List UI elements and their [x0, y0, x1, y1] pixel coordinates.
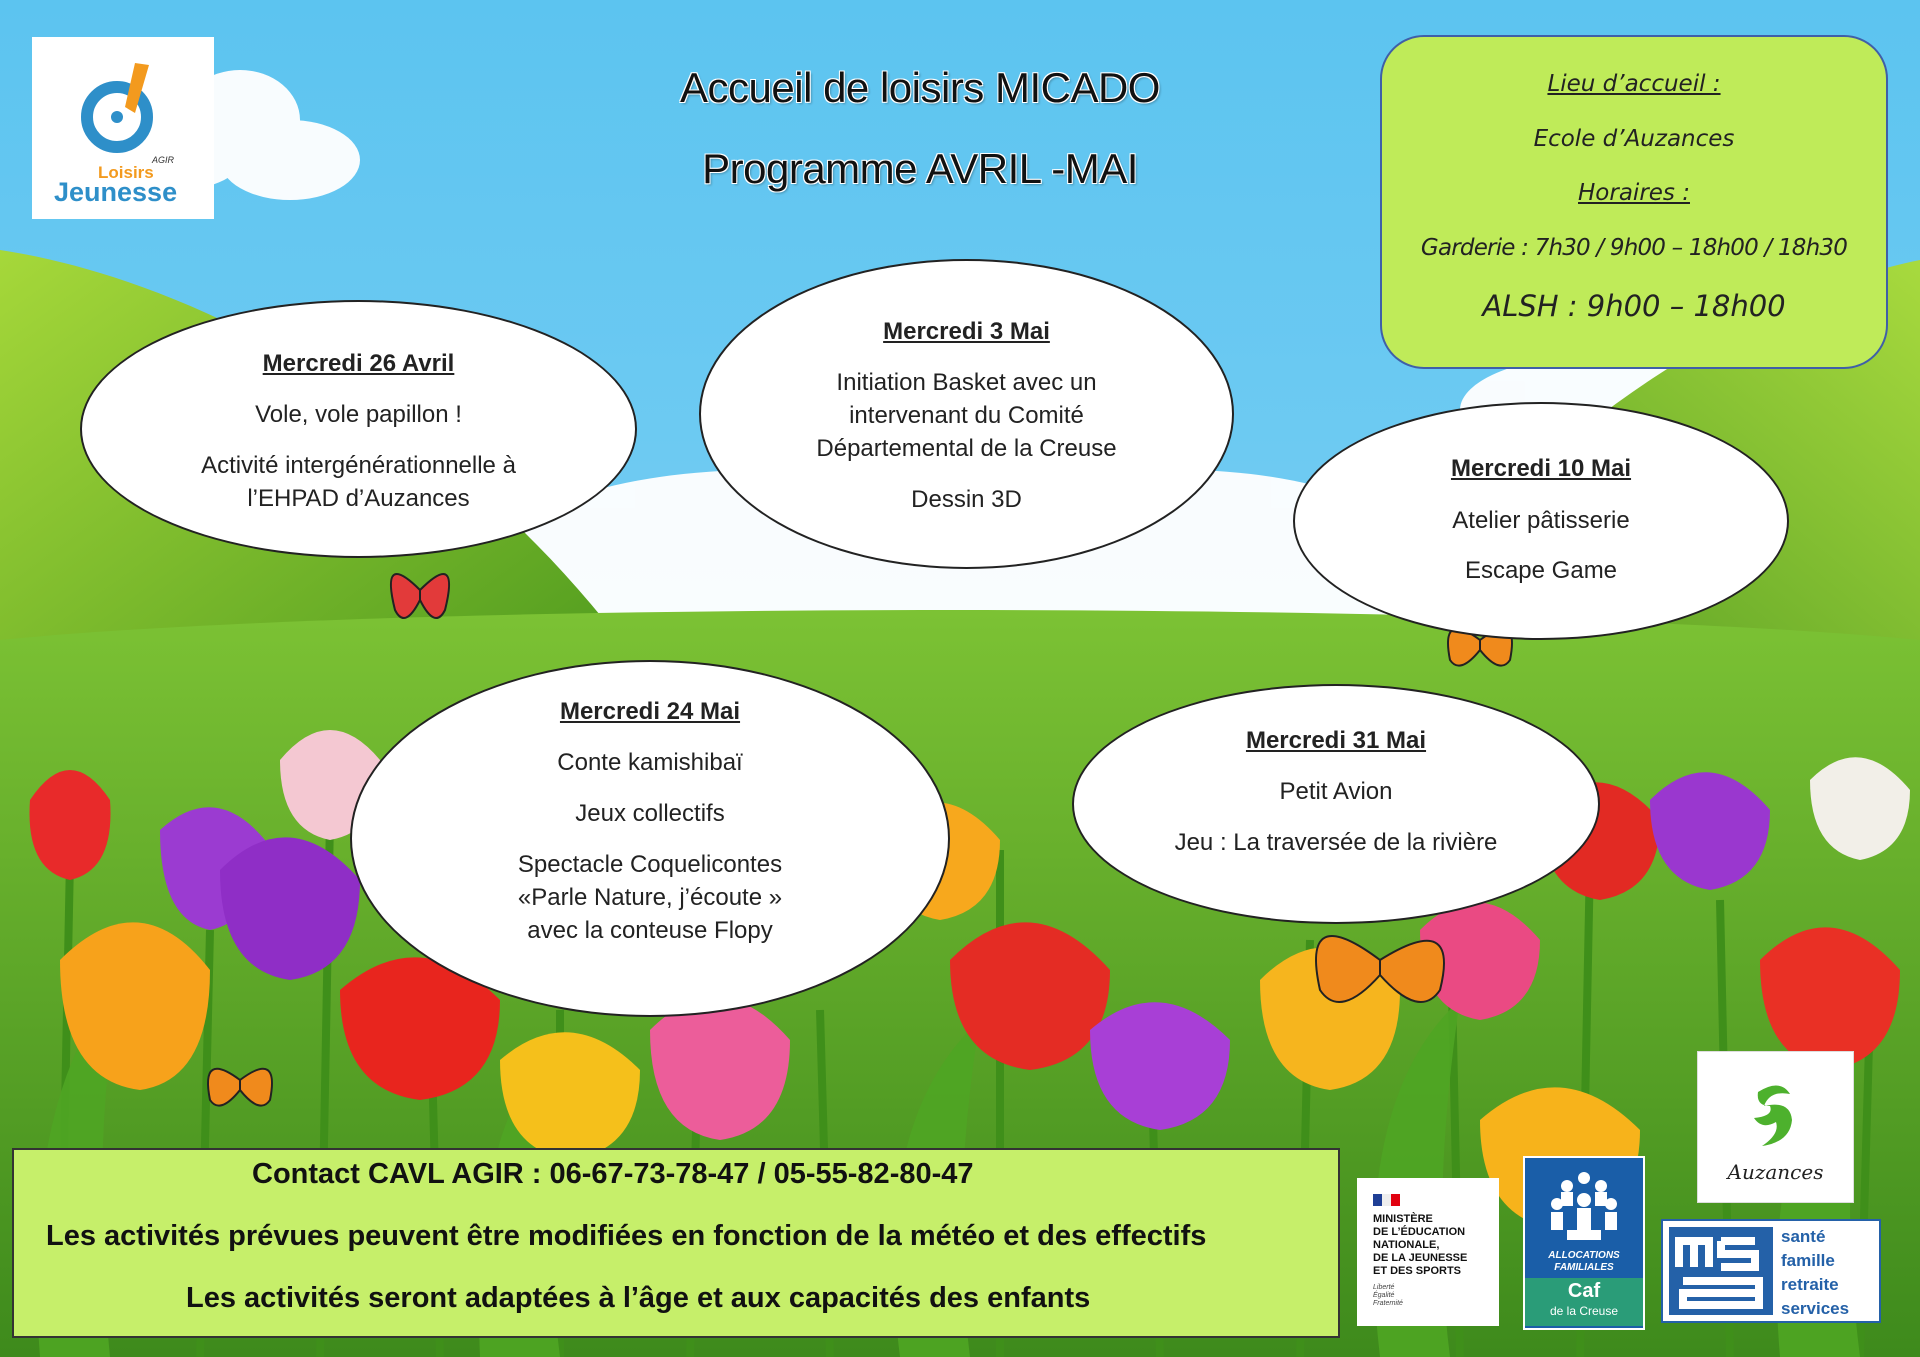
event-date: Mercredi 10 Mai	[1450, 455, 1632, 482]
msa-services-list: santé famille retraite services	[1781, 1227, 1850, 1318]
weather-notice: Les activités prévues peuvent être modifiées en fonction de la météo et des effectifs	[46, 1220, 1207, 1252]
event-activity: Activité intergénérationnelle à	[201, 452, 516, 479]
contact-phone-line: Contact CAVL AGIR : 06-67-73-78-47 / 05-55-82-80-47	[252, 1158, 974, 1190]
msa-monogram-icon	[1669, 1227, 1773, 1315]
event-activity: Dessin 3D	[911, 486, 1022, 513]
ministere-name: MINISTÈRE DE L’ÉDUCATION NATIONALE, DE LA JEUNESSE ET DES SPORTS	[1373, 1213, 1468, 1277]
event-oval-31-mai	[1072, 684, 1600, 924]
auzances-swirl-icon	[1740, 1076, 1810, 1156]
contact-box	[12, 1148, 1340, 1338]
caf-department: de la Creuse	[1549, 1304, 1619, 1318]
page-subtitle: Programme AVRIL -MAI	[702, 145, 1138, 192]
event-activity: Escape Game	[1464, 557, 1618, 584]
event-oval-24-mai	[350, 660, 950, 1017]
event-activity: Atelier pâtisserie	[1452, 507, 1630, 534]
garderie-hours: Garderie : 7h30 / 9h00 – 18h00 / 18h30	[1420, 235, 1848, 261]
logo-small-text: AGIR	[152, 155, 175, 165]
event-date: Mercredi 31 Mai	[1245, 727, 1427, 754]
flag-blue	[1373, 1194, 1382, 1206]
page-title: Accueil de loisirs MICADO	[680, 64, 1160, 111]
event-activity: Jeu : La traversée de la rivière	[1174, 829, 1498, 856]
event-activity: l’EHPAD d’Auzances	[247, 485, 470, 512]
event-date: Mercredi 26 Avril	[262, 350, 455, 377]
horaires-label: Horaires :	[1578, 180, 1690, 206]
event-activity: Petit Avion	[1279, 778, 1393, 805]
event-activity: Conte kamishibaï	[557, 749, 743, 776]
caf-subtitle: ALLOCATIONS FAMILIALES	[1548, 1250, 1620, 1273]
event-activity: Jeux collectifs	[575, 800, 725, 827]
ministere-education-logo	[1357, 1178, 1499, 1326]
loisirs-jeunesse-logo	[32, 37, 214, 219]
event-activity: avec la conteuse Flopy	[527, 917, 773, 944]
msa-logo	[1661, 1219, 1881, 1323]
flag-white	[1382, 1194, 1391, 1206]
auzances-wordmark: Auzances	[1727, 1160, 1824, 1184]
alsh-hours: ALSH : 9h00 – 18h00	[1482, 289, 1786, 323]
agir-swirl-icon	[77, 55, 169, 155]
event-activity: Initiation Basket avec un	[836, 369, 1097, 396]
event-oval-26-avril	[80, 300, 637, 558]
event-activity: «Parle Nature, j’écoute »	[517, 884, 783, 911]
event-activity: Spectacle Coquelicontes	[517, 851, 783, 878]
info-box	[1380, 35, 1888, 369]
event-activity: Vole, vole papillon !	[255, 401, 462, 428]
lieu-value: Ecole d’Auzances	[1533, 126, 1735, 152]
event-date: Mercredi 3 Mai	[883, 318, 1050, 345]
auzances-logo	[1697, 1051, 1854, 1203]
flag-red	[1391, 1194, 1400, 1206]
event-activity: intervenant du Comité	[849, 402, 1084, 429]
caf-wordmark: Caf	[1567, 1280, 1601, 1302]
event-oval-3-mai	[699, 259, 1234, 569]
event-activity: Départemental de la Creuse	[816, 435, 1117, 462]
age-notice: Les activités seront adaptées à l’âge et aux capacités des enfants	[186, 1282, 1091, 1314]
event-oval-10-mai	[1293, 402, 1789, 640]
lieu-label: Lieu d’accueil :	[1547, 71, 1721, 97]
ministere-motto: Liberté Égalité Fraternité	[1373, 1284, 1403, 1307]
caf-figures-icon	[1539, 1168, 1629, 1248]
logo-word-loisirs: Loisirs	[98, 163, 154, 182]
caf-creuse-logo	[1523, 1156, 1645, 1330]
event-date: Mercredi 24 Mai	[559, 698, 741, 725]
logo-word-jeunesse: Jeunesse	[54, 177, 178, 207]
